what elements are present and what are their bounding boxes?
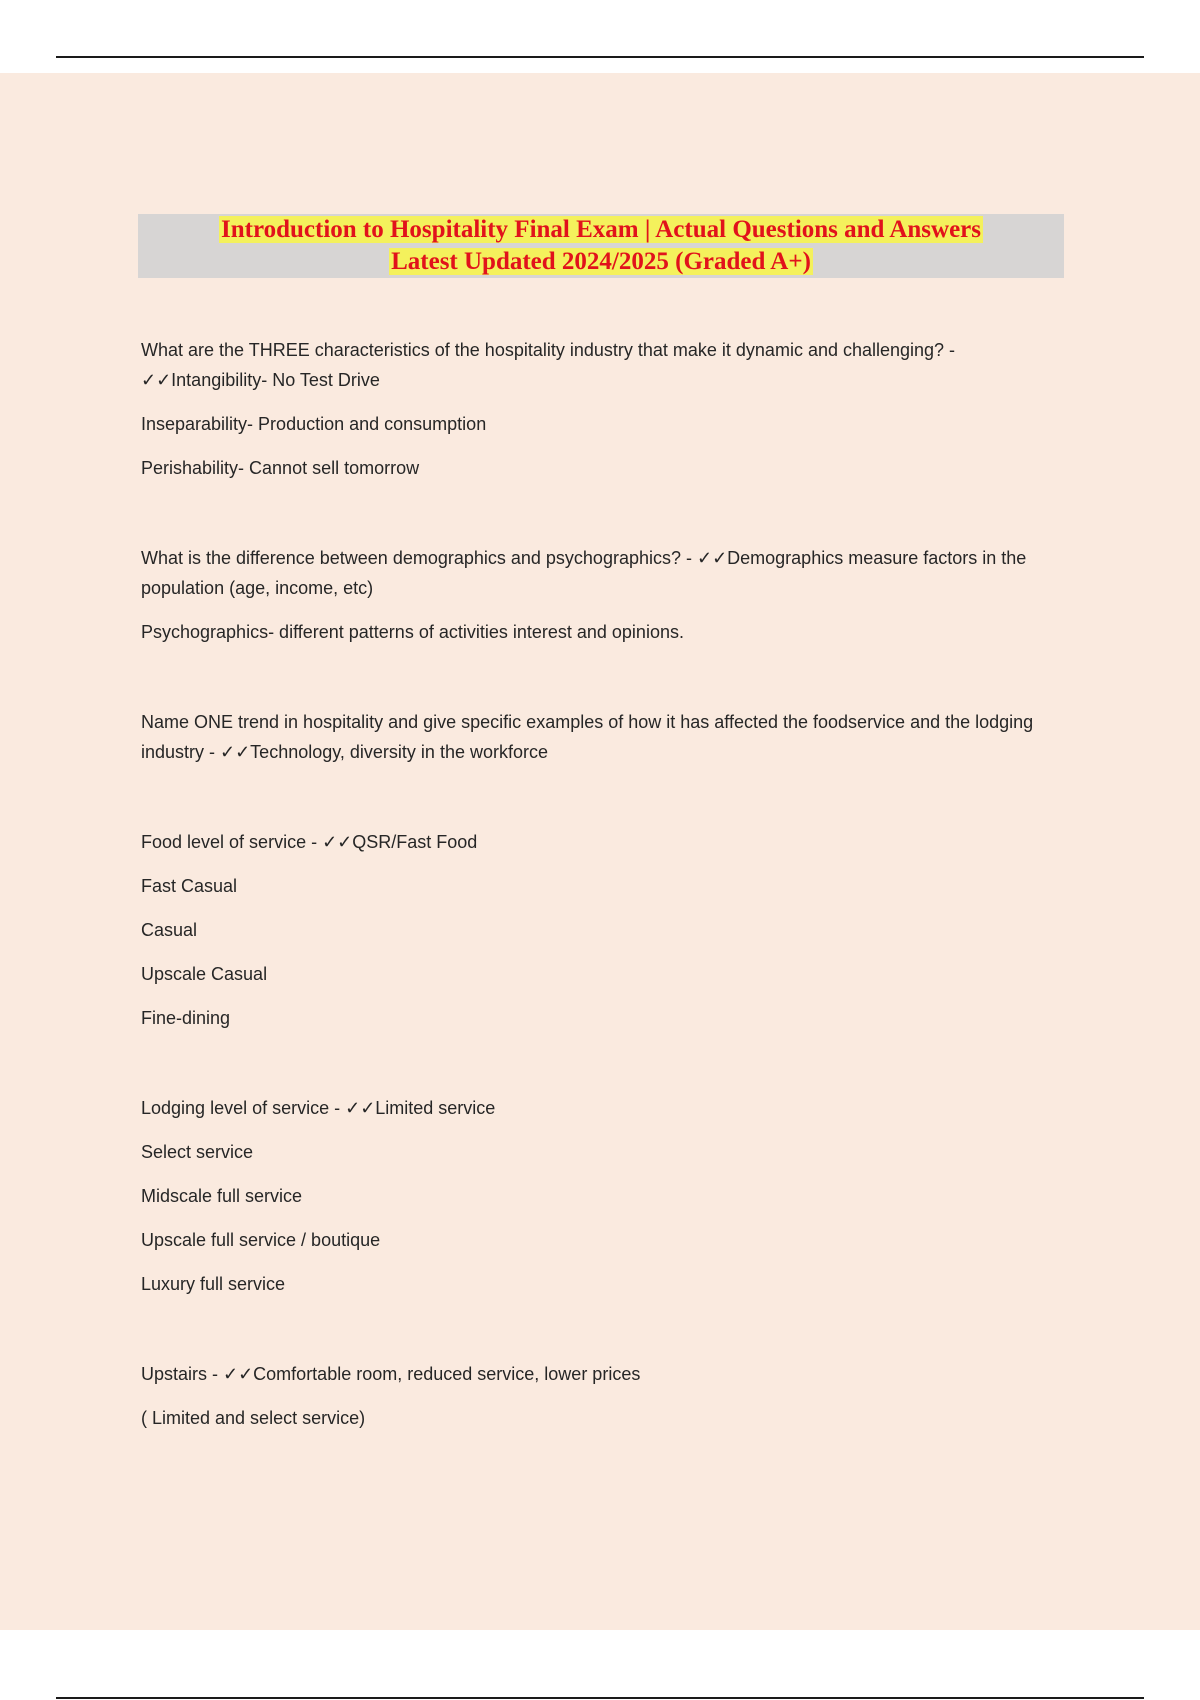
answer-5-1: Select service [141, 1142, 254, 1162]
question-6: Upstairs - ✓✓Comfortable room, reduced service, lower prices [141, 1364, 641, 1384]
question-1: What are the THREE characteristics of the hospitality industry that make it dynamic and challenging? - ✓✓Intangibility- No Test Drive [141, 340, 956, 390]
top-rule [56, 56, 1144, 58]
qa-item-2 [141, 543, 1061, 647]
answer-4-2: Casual [141, 920, 198, 940]
bottom-rule [56, 1697, 1144, 1699]
qa-item-5 [141, 1093, 1061, 1299]
answer-2-1: Psychographics- different patterns of activities interest and opinions. [141, 622, 684, 642]
answer-1-1: Inseparability- Production and consumption [141, 414, 487, 434]
question-3: Name ONE trend in hospitality and give specific examples of how it has affected the foodservice and the lodging industry - ✓✓Technology, diversity in the workforce [141, 712, 1034, 762]
answer-4-1: Fast Casual [141, 876, 238, 896]
answer-4-3: Upscale Casual [141, 964, 268, 984]
answer-4-4: Fine-dining [141, 1008, 231, 1028]
answer-5-2: Midscale full service [141, 1186, 303, 1206]
qa-item-3 [141, 707, 1061, 767]
qa-item-6 [141, 1359, 1061, 1433]
qa-item-4 [141, 827, 1061, 1033]
question-4: Food level of service - ✓✓QSR/Fast Food [141, 832, 478, 852]
answer-5-3: Upscale full service / boutique [141, 1230, 381, 1250]
answer-1-2: Perishability- Cannot sell tomorrow [141, 458, 420, 478]
question-5: Lodging level of service - ✓✓Limited service [141, 1098, 496, 1118]
qa-content [141, 335, 1061, 1447]
answer-6-1: ( Limited and select service) [141, 1408, 366, 1428]
document-title [138, 214, 1064, 278]
answer-5-4: Luxury full service [141, 1274, 286, 1294]
title-line-1: Introduction to Hospitality Final Exam | Actual Questions and Answers [220, 216, 981, 243]
qa-item-1 [141, 335, 1061, 483]
question-2: What is the difference between demographics and psychographics? - ✓✓Demographics measure factors in the population (age, income, etc) [141, 548, 1027, 598]
title-line-2: Latest Updated 2024/2025 (Graded A+) [391, 248, 811, 275]
document-page [0, 73, 1200, 1630]
